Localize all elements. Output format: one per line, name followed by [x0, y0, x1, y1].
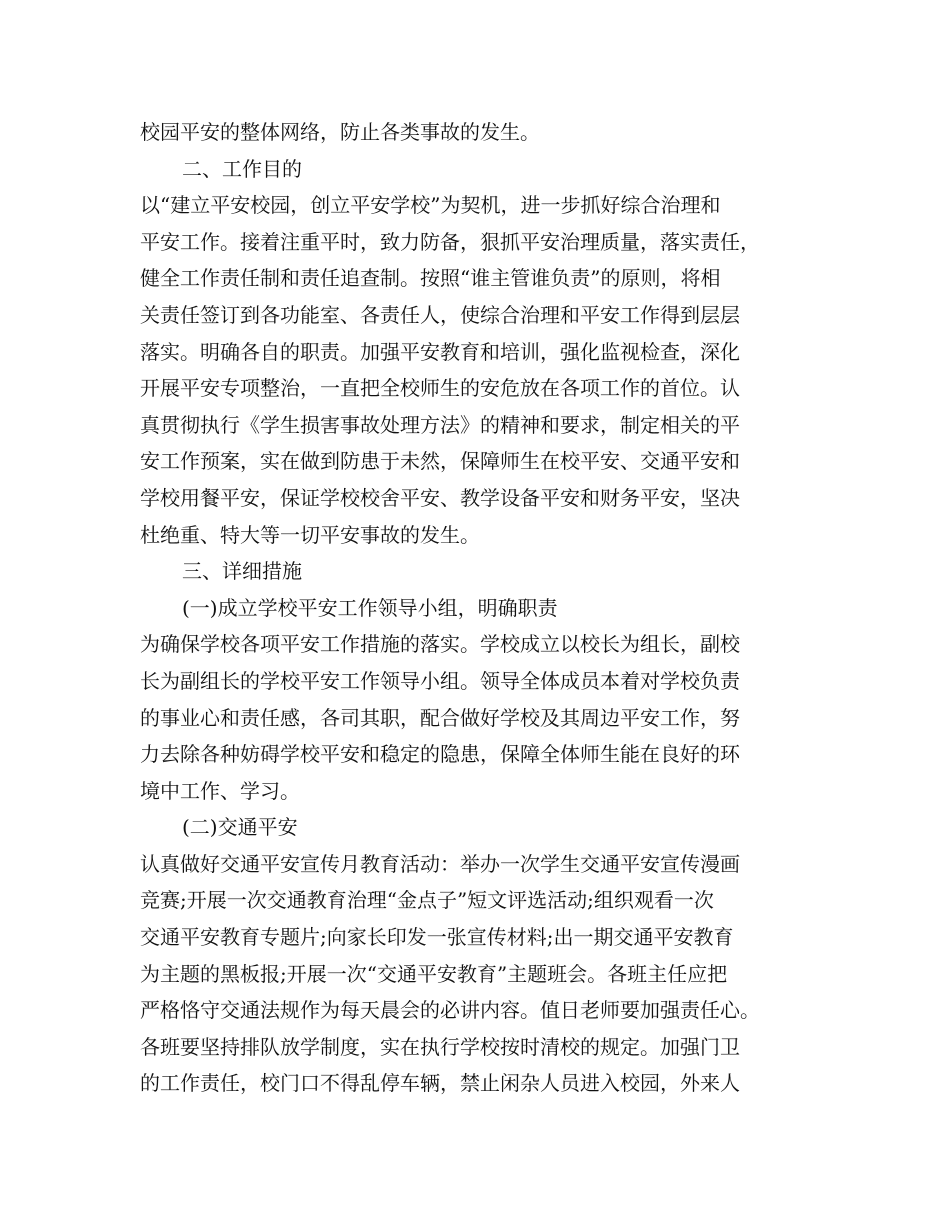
paragraph-line: 为确保学校各项平安工作措施的落实。学校成立以校长为组长，副校	[140, 632, 740, 657]
paragraph-line: 的事业心和责任感，各司其职，配合做好学校及其周边平安工作，努	[140, 705, 740, 730]
paragraph-line: 的工作责任，校门口不得乱停车辆，禁止闲杂人员进入校园，外来人	[140, 1071, 740, 1096]
section-heading-line: (二)交通平安	[182, 815, 298, 840]
section-heading-line: 三、详细措施	[182, 559, 302, 584]
paragraph-line: 学校用餐平安，保证学校校舍平安、教学设备平安和财务平安，坚决	[140, 485, 740, 510]
paragraph-line: 落实。明确各自的职责。加强平安教育和培训，强化监视检查，深化	[140, 339, 740, 364]
paragraph-line: 力去除各种妨碍学校平安和稳定的隐患，保障全体师生能在良好的环	[140, 742, 740, 767]
paragraph-line: 校园平安的整体网络，防止各类事故的发生。	[140, 120, 540, 144]
section-heading-line: (一)成立学校平安工作领导小组，明确职责	[182, 595, 558, 620]
paragraph-line: 开展平安专项整治，一直把全校师生的安危放在各项工作的首位。认	[140, 376, 740, 401]
paragraph-line: 各班要坚持排队放学制度，实在执行学校按时清校的规定。加强门卫	[140, 1034, 740, 1059]
paragraph-line: 长为副组长的学校平安工作领导小组。领导全体成员本着对学校负责	[140, 668, 740, 693]
paragraph-line: 境中工作、学习。	[140, 778, 300, 803]
section-heading-line: 二、工作目的	[182, 156, 302, 181]
paragraph-line: 为主题的黑板报;开展一次“交通平安教育”主题班会。各班主任应把	[140, 961, 728, 986]
paragraph-line: 认真做好交通平安宣传月教育活动：举办一次学生交通平安宣传漫画	[140, 851, 740, 876]
paragraph-line: 安工作预案，实在做到防患于未然，保障师生在校平安、交通平安和	[140, 449, 740, 474]
paragraph-line: 真贯彻执行《学生损害事故处理方法》的精神和要求，制定相关的平	[140, 412, 740, 437]
paragraph-line: 平安工作。接着注重平时，致力防备，狠抓平安治理质量，落实责任，	[140, 229, 760, 254]
paragraph-line: 竞赛;开展一次交通教育治理“金点子”短文评选活动;组织观看一次	[140, 888, 714, 913]
paragraph-line: 以“建立平安校园，创立平安学校”为契机，进一步抓好综合治理和	[140, 193, 721, 218]
paragraph-line: 杜绝重、特大等一切平安事故的发生。	[140, 522, 480, 547]
paragraph-line: 交通平安教育专题片;向家长印发一张宣传材料;出一期交通平安教育	[140, 925, 734, 950]
paragraph-line: 健全工作责任制和责任追查制。按照“谁主管谁负责”的原则，将相	[140, 266, 721, 291]
document-body	[140, 114, 820, 1102]
paragraph-line: 关责任签订到各功能室、各责任人，使综合治理和平安工作得到层层	[140, 302, 740, 327]
paragraph-line: 严格恪守交通法规作为每天晨会的必讲内容。值日老师要加强责任心。	[140, 998, 760, 1023]
